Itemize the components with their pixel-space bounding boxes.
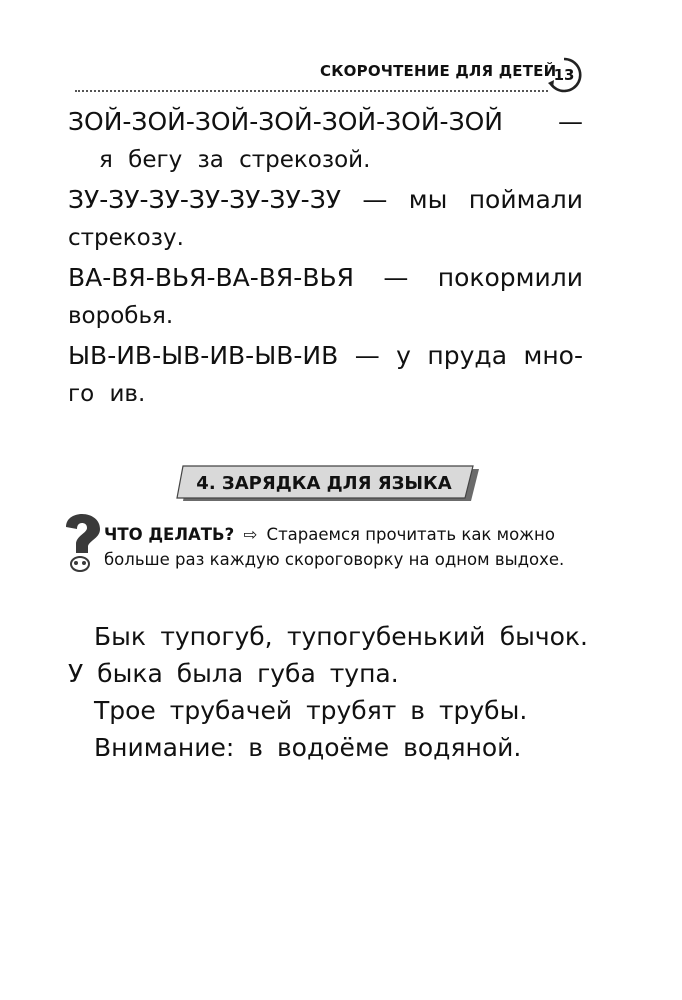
word: тупогубенький: [286, 622, 486, 651]
word: бычок.: [499, 622, 588, 651]
word: Бык: [94, 622, 146, 651]
syllable-continuation: я бегу за стрекозой.: [99, 147, 371, 173]
syllable-continuation: стрекозу.: [68, 225, 184, 251]
word: мно-: [523, 341, 583, 370]
instruction: [104, 522, 584, 572]
right-arrow-icon: ⇨: [243, 525, 258, 544]
syllable-line: [68, 180, 583, 219]
dash: —: [558, 107, 583, 136]
word: тупогуб,: [160, 622, 273, 651]
page-number: 13: [553, 66, 575, 84]
question-mark-icon: [60, 513, 104, 575]
syllable-exercises: [68, 102, 583, 414]
instruction-text: Стараемся прочитать как можно больше раз каждую скороговорку на одном выдохе.: [104, 525, 565, 569]
syllable-chain: ЫВ-ИВ-ЫВ-ИВ-ЫВ-ИВ: [68, 341, 339, 370]
syllable-continuation: воробья.: [68, 303, 174, 329]
instruction-label: ЧТО ДЕЛАТЬ?: [104, 525, 235, 544]
syllable-line: [68, 258, 583, 297]
twister-line: У быка была губа тупа.: [68, 659, 399, 688]
word: покормили: [437, 263, 583, 292]
syllable-chain: ВА-ВЯ-ВЬЯ-ВА-ВЯ-ВЬЯ: [68, 263, 354, 292]
page-number-badge: [545, 56, 583, 94]
syllable-continuation: го ив.: [68, 381, 146, 407]
running-header: СКОРОЧТЕНИЕ ДЛЯ ДЕТЕЙ: [320, 62, 557, 80]
syllable-chain: ЗУ-ЗУ-ЗУ-ЗУ-ЗУ-ЗУ-ЗУ: [68, 185, 341, 214]
syllable-chain: ЗОЙ-ЗОЙ-ЗОЙ-ЗОЙ-ЗОЙ-ЗОЙ-ЗОЙ: [68, 107, 503, 136]
word: поймали: [468, 185, 583, 214]
syllable-line: [68, 102, 583, 141]
word: пруда: [427, 341, 508, 370]
section-banner: [175, 465, 485, 503]
word: мы: [408, 185, 448, 214]
section-title: 4. ЗАРЯДКА ДЛЯ ЯЗЫКА: [196, 473, 452, 494]
twister-line: Трое трубачей трубят в трубы.: [94, 696, 528, 725]
dash: —: [354, 341, 380, 370]
twister-line: Внимание: в водоёме водяной.: [94, 733, 522, 762]
syllable-line: [68, 336, 583, 375]
dash: —: [383, 263, 409, 292]
header-dotted-rule: [75, 90, 548, 92]
tongue-twisters: [68, 618, 588, 766]
word: у: [396, 341, 411, 370]
dash: —: [362, 185, 388, 214]
twister-line: [68, 618, 588, 655]
